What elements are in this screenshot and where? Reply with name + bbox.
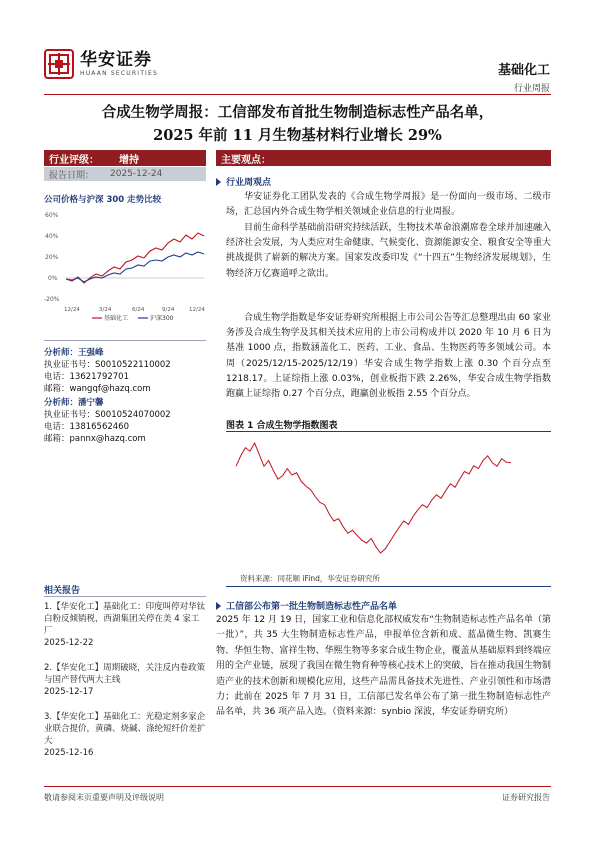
header-divider bbox=[44, 94, 551, 95]
related-reports-heading: 相关报告 bbox=[44, 586, 81, 596]
analyst-name: 分析师：潘宁馨 bbox=[44, 398, 104, 408]
section-weekly-view bbox=[216, 175, 271, 188]
related-report-title: 3.【华安化工】基础化工：光稳定剂多家企业联合提价，黄磷、烧碱、涤纶短纤价差扩大 bbox=[44, 712, 206, 746]
title-line-2: 2025 年前 11 月生物基材料行业增长 29% bbox=[153, 127, 442, 144]
analyst-email[interactable]: 邮箱：pannx@hazq.com bbox=[44, 434, 146, 444]
section-title: 行业周观点 bbox=[226, 178, 272, 188]
related-report-item[interactable] bbox=[44, 662, 206, 698]
sector-line bbox=[66, 233, 204, 283]
section-title: 工信部公布第一批生物制造标志性产品名单 bbox=[226, 602, 398, 612]
analyst-license: 执业证书号：S0010522110002 bbox=[44, 360, 171, 370]
paragraph-intro: 华安证券化工团队发表的《合成生物学周报》是一份面向一级市场、二级市场，汇总国内外合成生物学相关领域企业信息的行业周报。 bbox=[226, 192, 551, 218]
related-report-title: 1.【华安化工】基础化工：印度叫停对华钛白粉反倾销税，西湖集团关停在美 4 家工厂 bbox=[44, 602, 206, 636]
related-report-date: 2025-12-17 bbox=[44, 687, 94, 697]
figure-top-rule bbox=[226, 431, 551, 432]
related-divider bbox=[44, 596, 206, 597]
analyst-phone: 电话：13621792701 bbox=[44, 372, 129, 382]
figure-source: 资料来源：同花顺 iFind，华安证券研究所 bbox=[240, 574, 380, 583]
logo-chinese-name: 华安证券 bbox=[80, 50, 152, 70]
y-tick: 0% bbox=[48, 275, 58, 282]
related-report-item[interactable] bbox=[44, 601, 206, 649]
analyst-license: 执业证书号：S0010524070002 bbox=[44, 410, 171, 420]
main-points-heading: 主要观点： bbox=[216, 150, 551, 166]
x-tick: 9/24 bbox=[162, 307, 175, 313]
report-date bbox=[44, 167, 206, 181]
rating-value: 增持 bbox=[119, 154, 139, 166]
price-comparison-chart bbox=[44, 205, 206, 323]
analyst-phone: 电话：13816562460 bbox=[44, 422, 129, 432]
date-label: 报告日期： bbox=[49, 170, 95, 181]
mini-chart-legend bbox=[92, 314, 174, 322]
sector-name: 基础化工 bbox=[497, 63, 550, 78]
y-tick: 60% bbox=[45, 212, 59, 219]
title-line-1: 合成生物学周报：工信部发布首批生物制造标志性产品名单， bbox=[101, 104, 494, 121]
x-tick: 6/24 bbox=[132, 307, 145, 313]
synbio-index-chart bbox=[226, 433, 551, 573]
figure-bottom-rule bbox=[226, 586, 551, 587]
analyst-email[interactable]: 邮箱：wangqf@hazq.com bbox=[44, 384, 151, 394]
analyst-divider bbox=[44, 340, 206, 341]
mini-chart-y-ticks bbox=[44, 212, 60, 303]
report-type: 行业周报 bbox=[513, 84, 550, 94]
x-tick: 12/24 bbox=[189, 307, 205, 313]
paragraph-background: 目前生命科学基础前沿研究持续活跃，生物技术革命浪潮席卷全球并加速融入经济社会发展，为人类应对生命健康、气候变化、资源能源安全、粮食安全等重大挑战提供了崭新的解决方案。国家发改委印发《“十四五”生物经济发展规划》，生物经济万亿赛道呼之欲出。 bbox=[226, 223, 551, 279]
paragraph-miit: 2025 年 12 月 19 日，国家工业和信息化部权威发布“生物制造标志性产品名单（第一批）”，共 35 大生物制造标志性产品，申报单位含新和成、蓝晶微生物、凯赛生物、华恒生物、富祥生物、华熙生物等多家合成生物企业，覆盖从基础原料到终端应用的全产业链，展现了我国在微生物育种等核心技术上的突破，旨在推动我国生物制造产业的技术创新和规模化应用，这些产品需具备技术先进性、产业引领性和市场潜力；此前在 2025 年 7 月 31 日，工信部已发名单公布了第一批生物制造标志性产品名单，共 36 项产品入选。（资料来源：synbio 深波，华安证券研究所） bbox=[216, 615, 551, 718]
legend-csi300: 沪深300 bbox=[150, 315, 174, 322]
related-report-title: 2.【华安化工】周期破晓，关注反内卷政策与国产替代两大主线 bbox=[44, 663, 206, 685]
analyst-block-2 bbox=[44, 397, 214, 445]
report-title bbox=[44, 101, 551, 147]
mini-chart-heading: 公司价格与沪深 300 走势比较 bbox=[44, 195, 162, 205]
analyst-block-1 bbox=[44, 347, 214, 395]
mini-chart-x-ticks bbox=[64, 307, 205, 313]
synbio-index-line bbox=[236, 443, 511, 553]
legend-sector: 基础化工 bbox=[104, 315, 129, 322]
logo-seal-icon bbox=[44, 49, 74, 79]
logo-english-name: HUAAN SECURITIES bbox=[80, 70, 159, 77]
related-report-date: 2025-12-22 bbox=[44, 638, 94, 648]
related-report-date: 2025-12-16 bbox=[44, 748, 94, 758]
y-tick: 20% bbox=[45, 254, 59, 261]
footer-disclaimer[interactable]: 敬请参阅末页重要声明及评级说明 bbox=[44, 793, 164, 802]
company-logo bbox=[44, 49, 158, 79]
section-arrow-icon bbox=[216, 602, 221, 610]
industry-rating bbox=[44, 150, 206, 166]
rating-label: 行业评级： bbox=[49, 154, 99, 166]
y-tick: 40% bbox=[45, 233, 59, 240]
analyst-name: 分析师：王强峰 bbox=[44, 348, 104, 358]
paragraph-index: 合成生物学指数是华安证券研究所根据上市公司公告等汇总整理出由 60 家业务涉及合成生物学及其相关技术应用的上市公司构成并以 2020 年 10 月 6 日为基准 1000 点，指数涵盖化工、医药、工业、食品、生物医药等多领域公司。本周（2025/12/15-2025/12/19）华安合成生物学指数上涨 0.30 个百分点至 1218.17。上证综指上涨 0.03%，创业板指下跌 2.26%，华安合成生物学指数跑赢上证综指 0.27 个百分点，跑赢创业板指 2.55 个百分点。 bbox=[226, 313, 551, 400]
footer-label: 证券研究报告 bbox=[502, 793, 550, 802]
section-miit-list bbox=[216, 599, 397, 612]
csi300-line bbox=[66, 252, 204, 282]
x-tick: 12/24 bbox=[64, 307, 80, 313]
x-tick: 3/24 bbox=[99, 307, 112, 313]
footer-divider bbox=[44, 786, 551, 787]
y-tick: -20% bbox=[44, 296, 60, 303]
figure-title: 图表 1 合成生物学指数图表 bbox=[226, 421, 338, 431]
section-arrow-icon bbox=[216, 178, 221, 186]
date-value: 2025-12-24 bbox=[110, 169, 163, 179]
related-report-item[interactable] bbox=[44, 711, 206, 759]
